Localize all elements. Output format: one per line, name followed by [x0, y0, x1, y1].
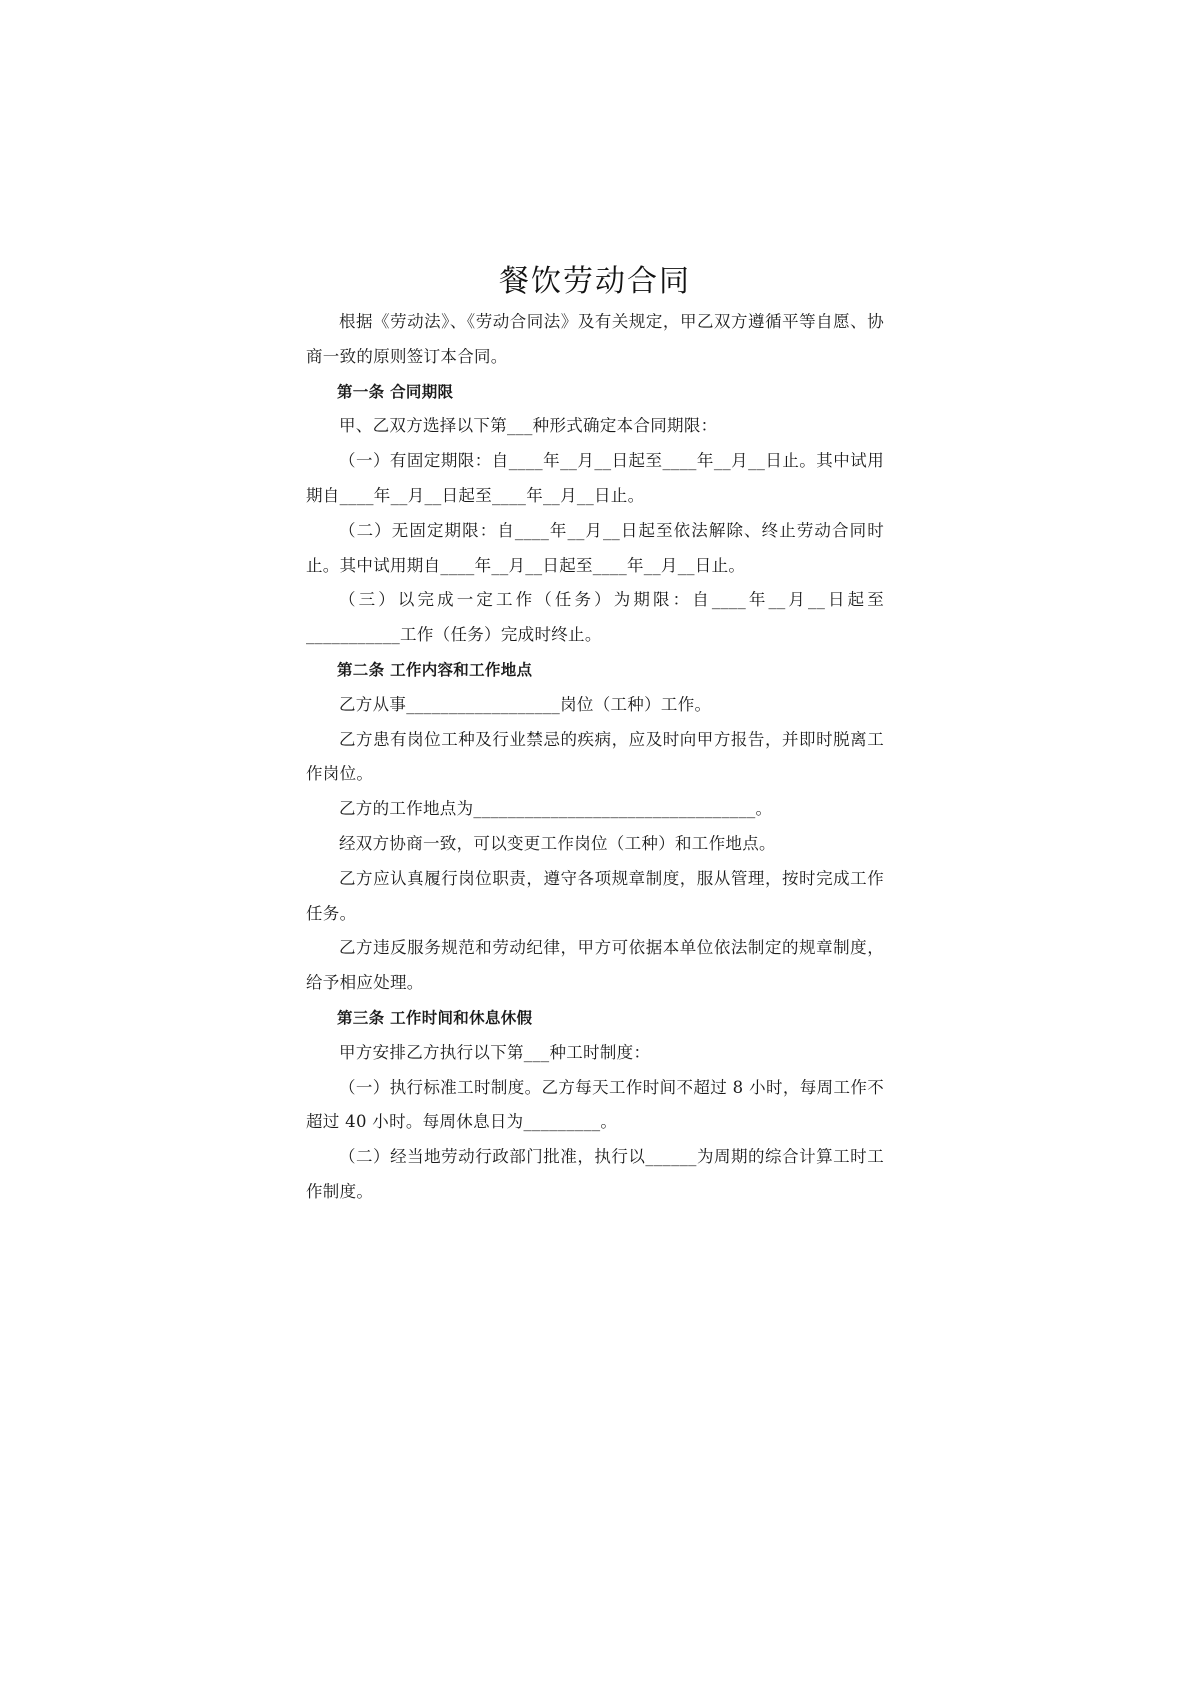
article-2-heading: 第二条 工作内容和工作地点: [337, 660, 533, 679]
article-2-paragraph: 乙方患有岗位工种及行业禁忌的疾病，应及时向甲方报告，并即时脱离工作岗位。: [306, 729, 884, 784]
article-1-clause-2: （二）无固定期限：自____年__月__日起至依法解除、终止劳动合同时止。其中试用期自____年__月__日起至____年__月__日止。: [306, 520, 884, 575]
contract-body: [306, 305, 884, 1210]
article-1-clause-3: （三）以完成一定工作（任务）为期限：自____年__月__日起至___________工作（任务）完成时终止。: [306, 590, 884, 645]
page-title: 餐饮劳动合同: [499, 264, 691, 299]
article-3-clause-2: （二）经当地劳动行政部门批准，执行以______为周期的综合计算工时工作制度。: [306, 1147, 884, 1201]
article-2-paragraph: 乙方从事__________________岗位（工种）工作。: [339, 694, 712, 714]
article-3-heading: 第三条 工作时间和休息休假: [337, 1008, 533, 1027]
article-2-paragraph: 经双方协商一致，可以变更工作岗位（工种）和工作地点。: [339, 833, 776, 853]
article-2-paragraph: 乙方的工作地点为_________________________________。: [339, 799, 773, 819]
article-1-heading: 第一条 合同期限: [337, 382, 454, 401]
article-1-paragraph: 甲、乙双方选择以下第___种形式确定本合同期限：: [339, 416, 718, 436]
article-2-paragraph: 乙方违反服务规范和劳动纪律，甲方可依据本单位依法制定的规章制度，给予相应处理。: [306, 938, 884, 993]
article-3-clause-1: （一）执行标准工时制度。乙方每天工作时间不超过 8 小时，每周工作不超过 40 小时。每周休息日为_________。: [306, 1077, 884, 1132]
article-1-clause-1: （一）有固定期限：自____年__月__日起至____年__月__日止。其中试用期自____年__月__日起至____年__月__日止。: [306, 451, 884, 505]
article-2-paragraph: 乙方应认真履行岗位职责，遵守各项规章制度，服从管理，按时完成工作任务。: [306, 868, 884, 923]
article-3-paragraph: 甲方安排乙方执行以下第___种工时制度：: [339, 1042, 651, 1062]
intro-paragraph: 根据《劳动法》、《劳动合同法》及有关规定，甲乙双方遵循平等自愿、协商一致的原则签订本合同。: [306, 312, 884, 366]
